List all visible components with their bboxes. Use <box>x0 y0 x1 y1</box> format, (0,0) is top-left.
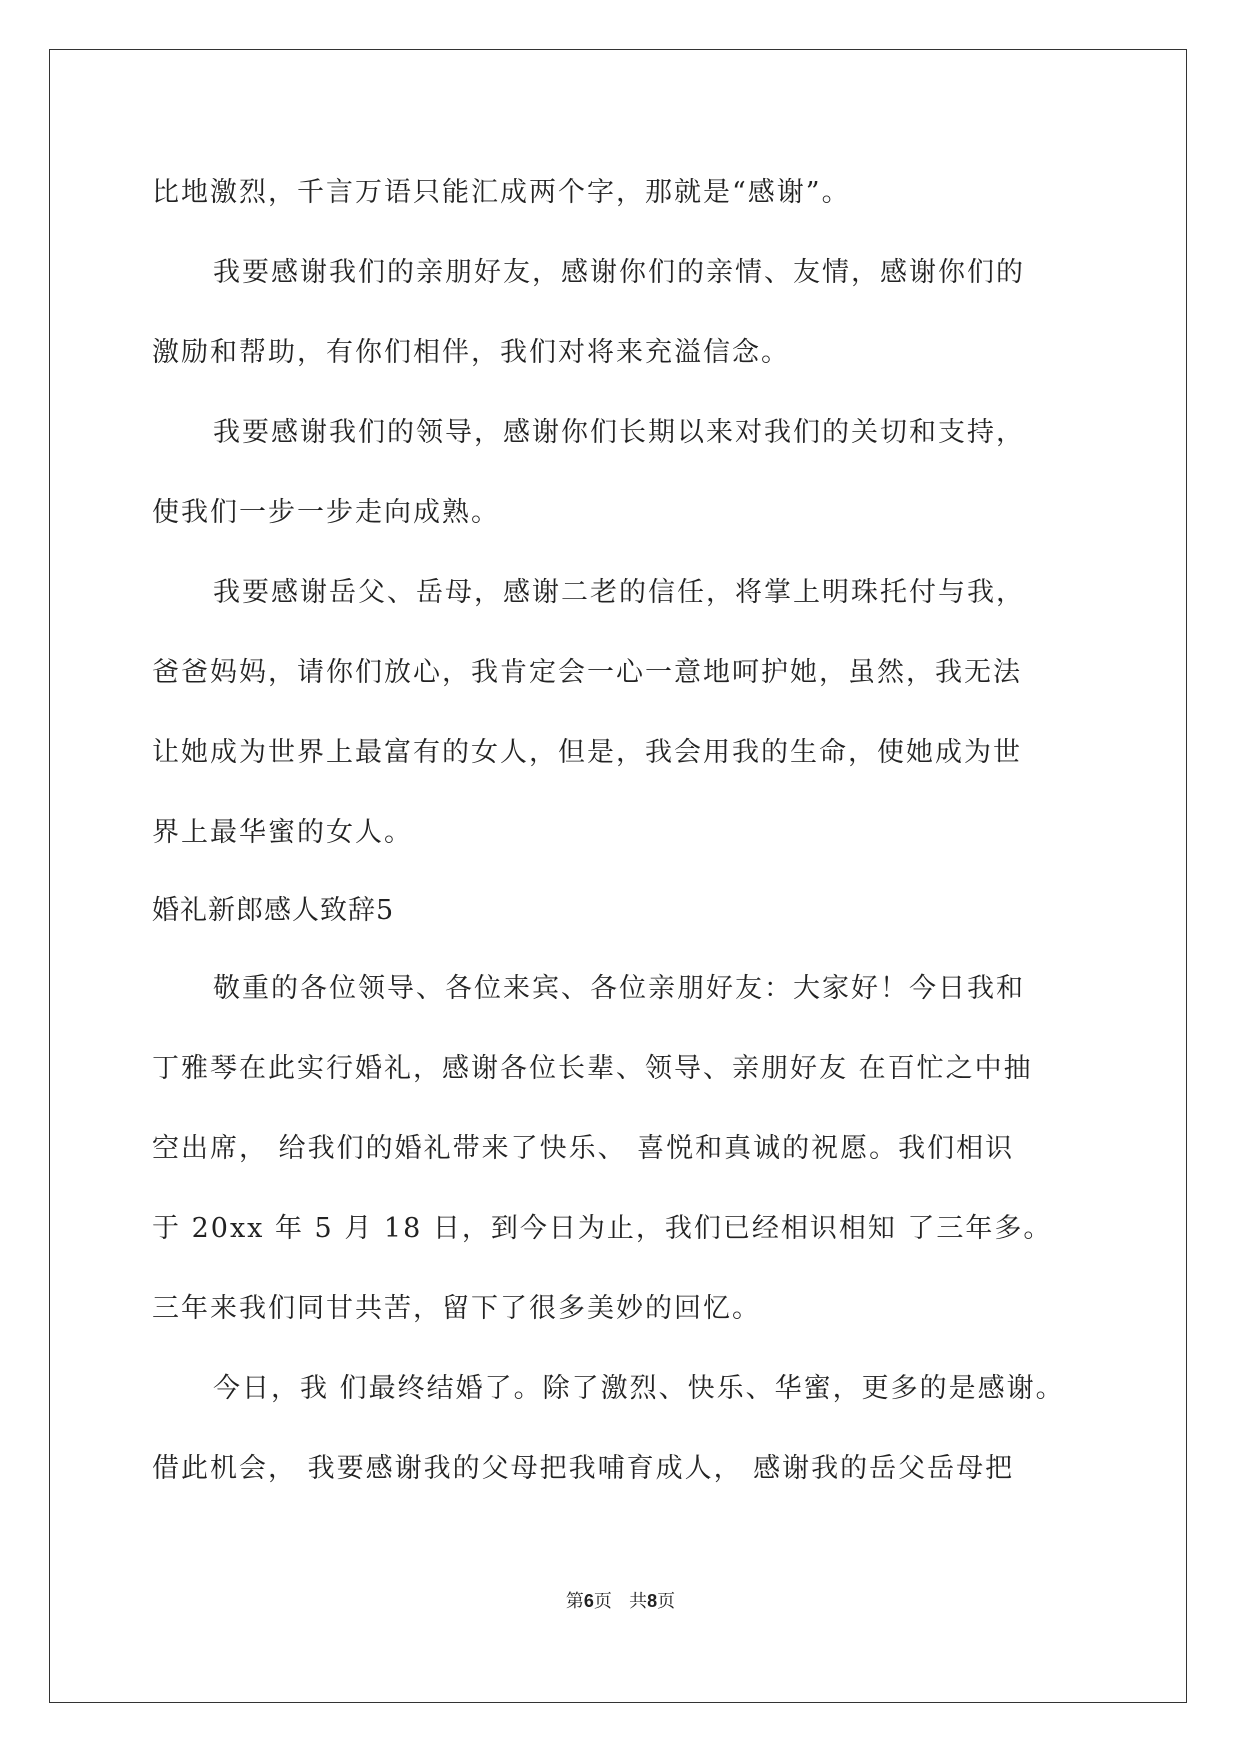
text-line-16: 今日，我 们最终结婚了。除了激烈、快乐、华蜜，更多的是感谢。 <box>213 1373 1065 1404</box>
footer-page-number: 6 <box>583 1591 594 1611</box>
text-line-1: 比地激烈，千言万语只能汇成两个字，那就是“感谢”。 <box>152 177 851 208</box>
footer-total-prefix: 共 <box>629 1591 648 1612</box>
text-line-5: 使我们一步一步走向成熟。 <box>152 497 500 528</box>
text-line-14: 于 20xx 年 5 月 18 日，到今日为止，我们已经相识相知 了三年多。 <box>152 1213 1053 1244</box>
text-line-7: 爸爸妈妈，请你们放心，我肯定会一心一意地呵护她，虽然，我无法 <box>152 657 1022 688</box>
section-heading: 婚礼新郎感人致辞5 <box>152 895 395 926</box>
footer-total-pages: 8 <box>647 1591 658 1611</box>
footer-prefix: 第 <box>565 1591 584 1612</box>
footer-page-suffix: 页 <box>593 1591 612 1612</box>
text-line-8: 让她成为世界上最富有的女人，但是，我会用我的生命，使她成为世 <box>152 737 1022 768</box>
text-line-2: 我要感谢我们的亲朋好友，感谢你们的亲情、友情，感谢你们的 <box>213 257 1025 288</box>
text-line-6: 我要感谢岳父、岳母，感谢二老的信任，将掌上明珠托付与我， <box>213 577 1025 608</box>
text-line-9: 界上最华蜜的女人。 <box>152 817 413 848</box>
text-line-15: 三年来我们同甘共苦，留下了很多美妙的回忆。 <box>152 1293 761 1324</box>
text-line-11: 敬重的各位领导、各位来宾、各位亲朋好友：大家好！今日我和 <box>213 973 1025 1004</box>
text-line-12: 丁雅琴在此实行婚礼，感谢各位长辈、领导、亲朋好友 在百忙之中抽 <box>152 1053 1033 1084</box>
text-line-13: 空出席， 给我们的婚礼带来了快乐、 喜悦和真诚的祝愿。我们相识 <box>152 1133 1015 1164</box>
text-line-17: 借此机会， 我要感谢我的父母把我哺育成人， 感谢我的岳父岳母把 <box>152 1453 1015 1484</box>
text-line-3: 激励和帮助，有你们相伴，我们对将来充溢信念。 <box>152 337 790 368</box>
page-footer <box>0 1589 1241 1614</box>
footer-total-suffix: 页 <box>657 1591 676 1612</box>
text-line-4: 我要感谢我们的领导，感谢你们长期以来对我们的关切和支持， <box>213 417 1025 448</box>
